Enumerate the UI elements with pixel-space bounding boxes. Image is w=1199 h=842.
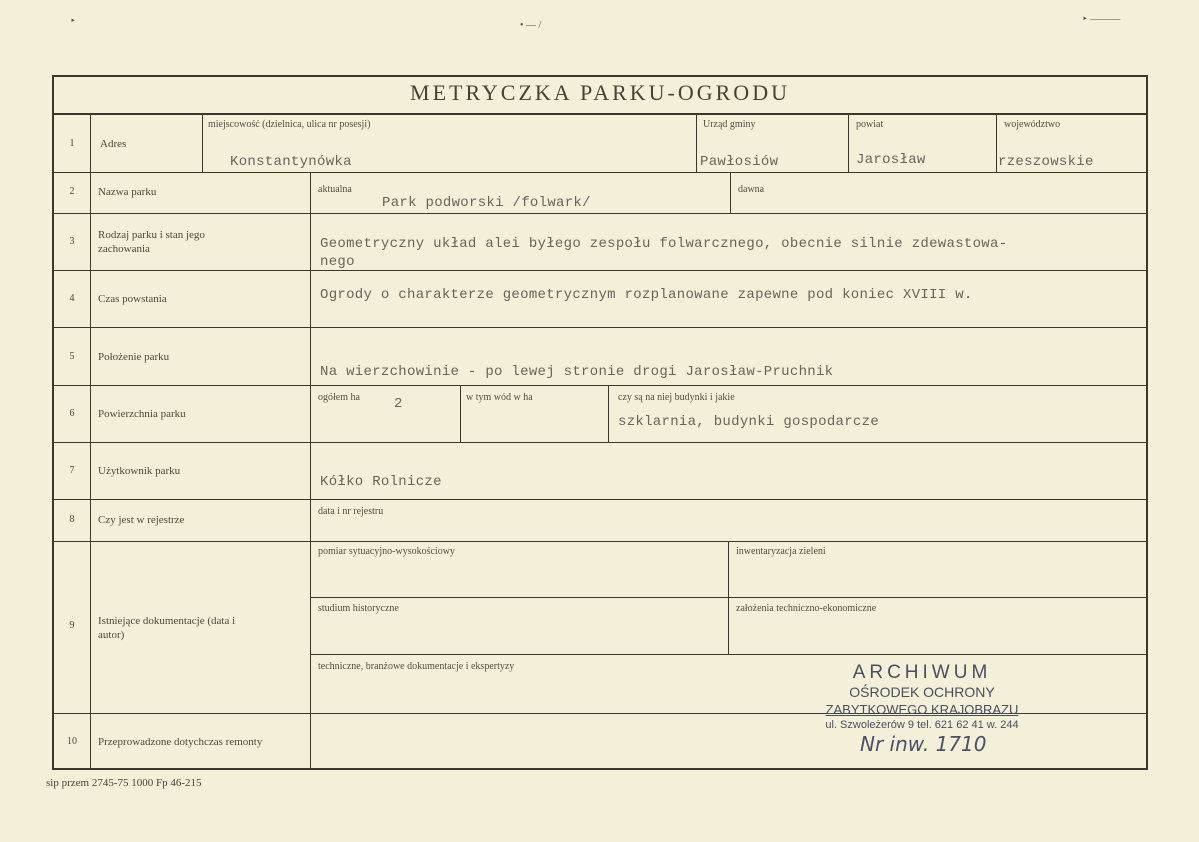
row-label-repairs: Przeprowadzone dotychczas remonty [98,736,263,748]
type-state-line-1: Geometryczny układ alei byłego zespołu folwarcznego, obecnie silnie zdewastowa- [320,236,1008,252]
scan-mark: ‣ [70,16,76,27]
origin-value: Ogrody o charakterze geometrycznym rozplanowane zapewne pod koniec XVIII w. [320,287,973,303]
docs-history-label: studium historyczne [318,603,399,614]
powiat-value: Jarosław [856,152,926,168]
row-separator [52,172,1148,173]
name-former-label: dawna [738,184,765,195]
row-number: 10 [67,736,77,747]
locality-value: Konstantynówka [230,154,352,170]
docs-tech-label: techniczne, branżowe dokumentacje i ekspertyzy [318,661,515,672]
row-separator [52,270,1148,271]
column-line [460,385,461,442]
area-buildings-label: czy są na niej budynki i jakie [618,392,735,403]
row-number: 3 [69,236,75,247]
row-label-register: Czy jest w rejestrze [98,514,185,526]
print-code: sip przem 2745-75 1000 Fp 46-215 [46,777,202,789]
scan-mark: ‣ ——— [1082,14,1121,25]
row-label-origin: Czas powstania [98,293,167,305]
row-number: 9 [69,620,75,631]
column-line [996,114,997,172]
frame-top [52,75,1148,77]
wojewodztwo-label: województwo [1004,119,1061,130]
register-label: data i nr rejestru [318,506,384,517]
area-total-label: ogółem ha [318,392,360,403]
frame-bottom [52,768,1148,770]
powiat-label: powiat [856,119,884,130]
column-line [310,172,311,769]
row-number: 2 [69,186,75,197]
row-separator [52,541,1148,542]
row-separator [52,499,1148,500]
column-line [730,172,731,213]
row-label-type-state: Rodzaj parku i stan jego zachowania [98,229,205,255]
title-rule [52,113,1148,115]
row-number: 6 [69,408,75,419]
type-state-line-2: nego [320,254,355,270]
row-separator [52,442,1148,443]
stamp-line-3: ZABYTKOWEGO KRAJOBRAZU [825,702,1019,717]
form-title: METRYCZKA PARKU-OGRODU [410,80,790,105]
area-total-value: 2 [394,396,403,412]
row-number: 7 [69,465,75,476]
docs-inventory-label: inwentaryzacja zieleni [736,546,826,557]
row-label-address: Adres [100,138,127,150]
column-line [728,541,729,654]
row-label-docs: Istniejące dokumentacje (data i autor) [98,615,236,641]
stamp-line-1: ARCHIWUM [852,662,992,683]
stamp-line-4: ul. Szwoleżerów 9 tel. 621 62 41 w. 244 [825,719,1019,731]
row-number: 4 [69,293,75,304]
locality-label: miejscowość (dzielnica, ulica nr posesji) [208,119,371,130]
handwritten-inventory-number: Nr inw. 1710 [860,732,987,756]
row-label-user: Użytkownik parku [98,465,181,477]
docs-tech-econ-label: założenia techniczno-ekonomiczne [736,603,877,614]
frame-right [1146,75,1148,770]
row-separator [52,213,1148,214]
gmina-label: Urząd gminy [703,119,756,130]
row-label-area: Powierzchnia parku [98,408,186,420]
user-value: Kółko Rolnicze [320,474,442,490]
row-separator [52,327,1148,328]
row-number: 8 [69,514,75,525]
column-line [202,114,203,172]
column-line [696,114,697,172]
name-current-value: Park podworski /folwark/ [382,195,591,211]
wojewodztwo-value: rzeszowskie [998,154,1094,170]
name-current-label: aktualna [318,184,352,195]
row-label-location: Położenie parku [98,351,170,363]
row-number: 1 [69,138,75,149]
scan-mark: • — / [520,20,542,31]
row-label-name: Nazwa parku [98,186,157,198]
docs-survey-label: pomiar sytuacyjno-wysokościowy [318,546,455,557]
stamp-line-2: OŚRODEK OCHRONY [849,684,995,700]
row-number: 5 [69,351,75,362]
location-value: Na wierzchowinie - po lewej stronie drogi Jarosław-Pruchnik [320,364,834,380]
frame-left [52,75,54,770]
area-buildings-value: szklarnia, budynki gospodarcze [618,414,880,430]
column-line [848,114,849,172]
area-water-label: w tym wód w ha [466,392,533,403]
column-line [608,385,609,442]
row-separator [52,385,1148,386]
column-line [90,114,91,769]
row-separator [310,654,1146,655]
gmina-value: Pawłosiów [700,154,779,170]
